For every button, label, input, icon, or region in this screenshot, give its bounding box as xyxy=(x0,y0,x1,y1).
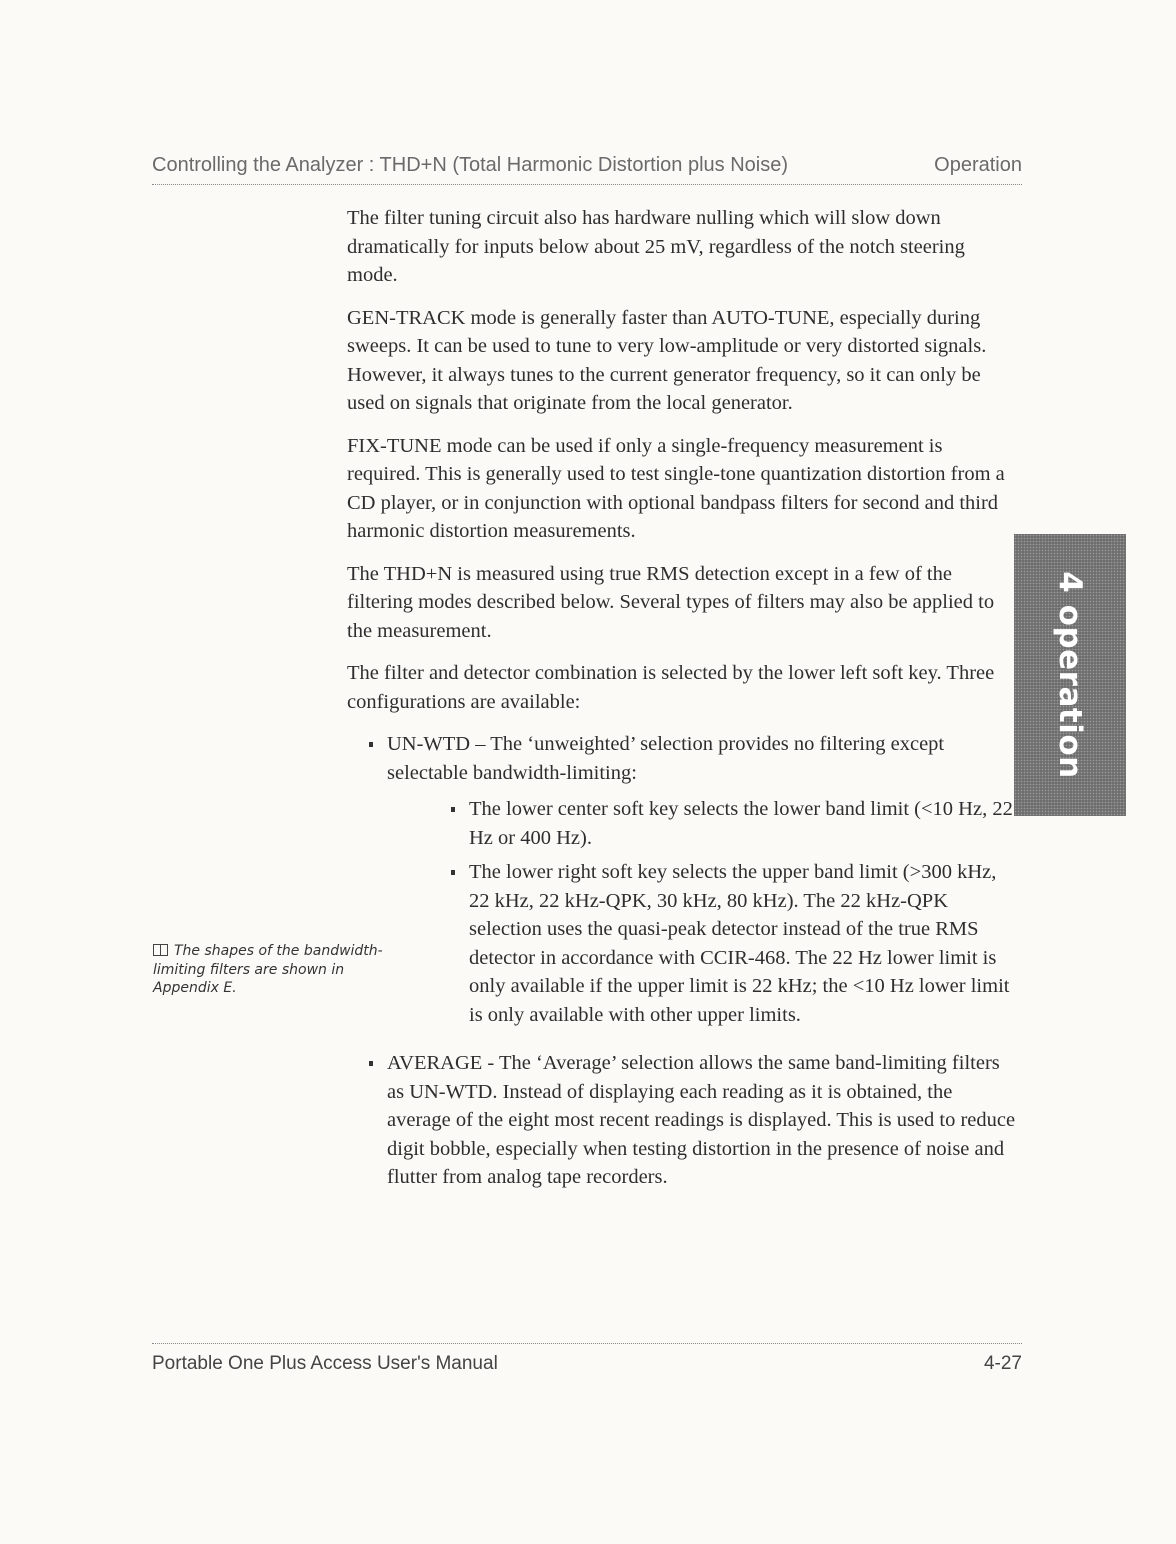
paragraph: The filter tuning circuit also has hardware nulling which will slow down dramatically for inputs below about 25 mV, regardless of the notch steering mode. xyxy=(347,207,965,286)
page-header xyxy=(152,152,1022,185)
sub-list xyxy=(387,795,1017,1029)
book-icon xyxy=(153,944,168,956)
paragraph: GEN-TRACK mode is generally faster than AUTO-TUNE, especially during sweeps. It can be used to tune to very low-amplitude or very distorted signals. However, it always tunes to the current generator frequency, so it can only be used on signals that originate from the local generator. xyxy=(347,306,987,414)
paragraph: The filter and detector combination is selected by the lower left soft key. Three configurations are available: xyxy=(347,662,995,713)
list-item-text: UN-WTD – The ‘unweighted’ selection provides no filtering except selectable bandwidth-limiting: xyxy=(387,733,945,784)
list-item-un-wtd xyxy=(347,730,1017,1029)
margin-note-text: The shapes of the bandwidth-limiting filters are shown in Appendix E. xyxy=(153,943,383,996)
bullet-icon xyxy=(369,1061,373,1066)
chapter-tab xyxy=(1014,534,1126,816)
bullet-icon xyxy=(451,807,455,812)
paragraph: The THD+N is measured using true RMS detection except in a few of the filtering modes described below. Several types of filters may also be applied to the measurement. xyxy=(347,562,995,642)
bullet-icon xyxy=(369,742,373,747)
footer-page-number: 4-27 xyxy=(983,1353,1022,1374)
sub-list-item-text: The lower center soft key selects the lower band limit (<10 Hz, 22 Hz or 400 Hz). xyxy=(469,798,1013,849)
sub-list-item-text: The lower right soft key selects the upper band limit (>300 kHz, 22 kHz, 22 kHz-QPK, 30 kHz, 80 kHz). The 22 kHz-QPK selection uses the quasi-peak detector instead of the true RMS detector in accordance with CCIR-468. The 22 Hz lower limit is only available if the upper limit is 22 kHz; the <10 Hz lower limit is only available with other upper limits. xyxy=(469,861,1010,1026)
header-chapter-title: Operation xyxy=(934,154,1022,176)
chapter-tab-label: 4 operation xyxy=(1052,571,1088,779)
bullet-icon xyxy=(451,870,455,875)
main-content xyxy=(347,204,1017,1208)
list-item-text: AVERAGE - The ‘Average’ selection allows the same band-limiting filters as UN-WTD. Instead of displaying each reading as it is obtained, the average of the eight most recent readings is displayed. This is used to reduce digit bobble, especially when testing distortion in the presence of noise and flutter from analog tape recorders. xyxy=(387,1052,1016,1188)
sub-list-item xyxy=(429,858,1017,1029)
margin-note xyxy=(153,942,393,998)
footer-manual-title: Portable One Plus Access User's Manual xyxy=(152,1353,498,1374)
page-footer xyxy=(152,1343,1022,1380)
paragraph: FIX-TUNE mode can be used if only a single-frequency measurement is required. This is generally used to test single-tone quantization distortion from a CD player, or in conjunction with optional bandpass filters for second and third harmonic distortion measurements. xyxy=(347,434,1005,542)
sub-list-item xyxy=(429,795,1017,852)
list-item-average xyxy=(347,1049,1017,1192)
header-section-title: Controlling the Analyzer : THD+N (Total Harmonic Distortion plus Noise) xyxy=(152,154,788,176)
